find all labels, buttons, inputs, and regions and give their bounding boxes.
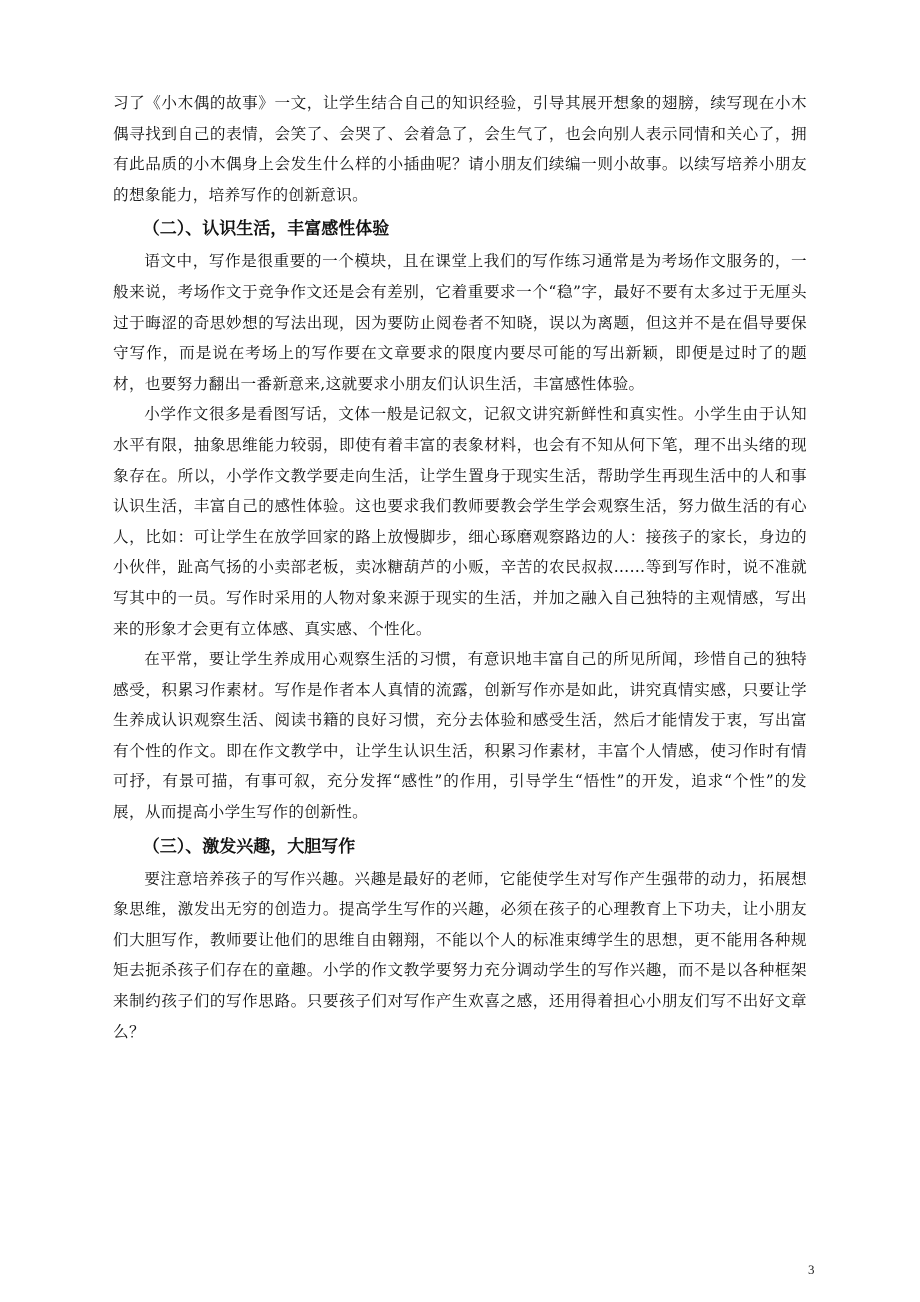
page-number: 3 bbox=[808, 1262, 815, 1277]
paragraph: 在平常，要让学生养成用心观察生活的习惯，有意识地丰富自己的所见所闻，珍惜自己的独特感受，积累习作素材。写作是作者本人真情的流露，创新写作亦是如此，讲究真情实感，只要让学生养成认识观察生活、阅读书籍的良好习惯，充分去体验和感受生活，然后才能情发于衷，写出富有个性的作文。即在作文教学中，让学生认识生活，积累习作素材，丰富个人情感，使习作时有情可抒，有景可描，有事可叙，充分发挥“感性”的作用，引导学生“悟性”的开发，追求“个性”的发展，从而提高小学生写作的创新性。 bbox=[113, 650, 807, 822]
paragraph: 要注意培养孩子的写作兴趣。兴趣是最好的老师，它能使学生对写作产生强带的动力，拓展想象思维，激发出无穷的创造力。提高学生写作的兴趣，必须在孩子的心理教育上下功夫，让小朋友们大胆写作，教师要让他们的思维自由翱翔，不能以个人的标准束缚学生的思想，更不能用各种规矩去扼杀孩子们存在的童趣。小学的作文教学要努力充分调动学生的写作兴趣，而不是以各种框架来制约孩子们的写作思路。只要孩子们对写作产生欢喜之感，还用得着担心小朋友们写不出好文章么？ bbox=[113, 869, 807, 1041]
paragraph: 小学作文很多是看图写话，文体一般是记叙文，记叙文讲究新鲜性和真实性。小学生由于认知水平有限，抽象思维能力较弱，即使有着丰富的表象材料，也会有不知从何下笔，理不出头绪的现象存在。所以，小学作文教学要走向生活，让学生置身于现实生活，帮助学生再现生活中的人和事认识生活，丰富自己的感性体验。这也要求我们教师要教会学生学会观察生活，努力做生活的有心人，比如：可让学生在放学回家的路上放慢脚步，细心琢磨观察路边的人：接孩子的家长，身边的小伙伴，趾高气扬的小卖部老板，卖冰糖葫芦的小贩，辛苦的农民叔叔……等到写作时，说不准就写其中的一员。写作时采用的人物对象来源于现实的生活，并加之融入自己独特的主观情感，写出来的形象才会更有立体感、真实感、个性化。 bbox=[113, 405, 807, 638]
document-body bbox=[113, 88, 807, 1047]
paragraph-continuation: 习了《小木偶的故事》一文，让学生结合自己的知识经验，引导其展开想象的翅膀，续写现在小木偶寻找到自己的表情，会笑了、会哭了、会着急了，会生气了，也会向别人表示同情和关心了，拥有此品质的小木偶身上会发生什么样的小插曲呢？请小朋友们续编一则小故事。以续写培养小朋友的想象能力，培养写作的创新意识。 bbox=[113, 94, 807, 204]
paragraph: 语文中，写作是很重要的一个模块，且在课堂上我们的写作练习通常是为考场作文服务的，一般来说，考场作文于竞争作文还是会有差别，它着重要求一个“稳”字，最好不要有太多过于无厘头过于晦涩的奇思妙想的写法出现，因为要防止阅卷者不知晓，误以为离题，但这并不是在倡导要保守写作，而是说在考场上的写作要在文章要求的限度内要尽可能的写出新颖，即便是过时了的题材，也要努力翻出一番新意来,这就要求小朋友们认识生活，丰富感性体验。 bbox=[113, 252, 807, 393]
section-heading-3: （三）、激发兴趣，大胆写作 bbox=[142, 836, 356, 857]
section-heading-2: （二）、认识生活，丰富感性体验 bbox=[142, 219, 390, 240]
